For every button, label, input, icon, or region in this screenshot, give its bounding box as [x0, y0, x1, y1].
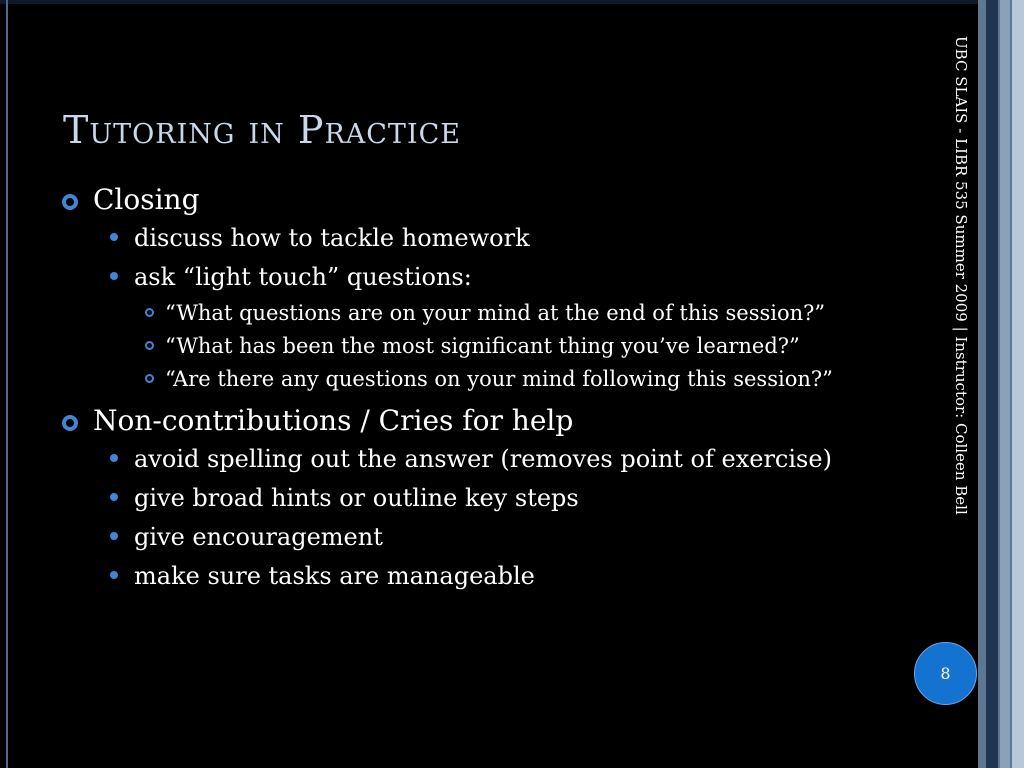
dot-bullet-icon: [110, 571, 118, 579]
sub-bullet-item: [60, 300, 880, 327]
bullet-text: ask “light touch” questions:: [134, 263, 472, 291]
left-border: [6, 0, 8, 768]
section-heading-help: [60, 403, 880, 439]
small-ring-bullet-icon: [145, 374, 154, 383]
section-heading-closing: [60, 182, 880, 218]
bullet-text: discuss how to tackle homework: [134, 224, 530, 252]
bullet-item: [60, 560, 880, 592]
ring-bullet-icon: [62, 415, 78, 431]
small-ring-bullet-icon: [145, 341, 154, 350]
bullet-item: [60, 482, 880, 514]
sub-bullet-item: [60, 333, 880, 360]
bullet-item: [60, 261, 880, 293]
ring-bullet-icon: [62, 194, 78, 210]
sub-bullet-text: “What questions are on your mind at the end of this session?”: [165, 301, 826, 325]
sub-bullet-item: [60, 366, 880, 393]
bullet-item: [60, 443, 880, 475]
small-ring-bullet-icon: [145, 308, 154, 317]
bullet-text: give broad hints or outline key steps: [134, 484, 579, 512]
bullet-text: make sure tasks are manageable: [134, 562, 535, 590]
page-number: 8: [940, 664, 951, 683]
slide-title: Tutoring in Practice: [63, 108, 461, 152]
slide-body: [60, 182, 880, 599]
top-border: [0, 0, 1024, 4]
side-footer-text: UBC SLAIS - LIBR 535 Summer 2009 | Instructor: Colleen Bell: [952, 36, 970, 515]
dot-bullet-icon: [110, 272, 118, 280]
bullet-item: [60, 521, 880, 553]
sub-bullet-text: “Are there any questions on your mind following this session?”: [165, 367, 833, 391]
right-band-stripe-light: [1012, 0, 1024, 768]
section-heading-text: Non-contributions / Cries for help: [93, 404, 574, 437]
bullet-text: give encouragement: [134, 523, 383, 551]
dot-bullet-icon: [110, 454, 118, 462]
bullet-item: [60, 222, 880, 254]
right-band-stripe-dark: [986, 0, 998, 768]
dot-bullet-icon: [110, 233, 118, 241]
right-band-stripe-mid: [1000, 0, 1010, 768]
page-number-badge: [914, 642, 977, 705]
section-heading-text: Closing: [93, 183, 200, 216]
dot-bullet-icon: [110, 493, 118, 501]
sub-bullet-text: “What has been the most significant thing you’ve learned?”: [165, 334, 800, 358]
bullet-text: avoid spelling out the answer (removes point of exercise): [134, 445, 832, 473]
dot-bullet-icon: [110, 532, 118, 540]
